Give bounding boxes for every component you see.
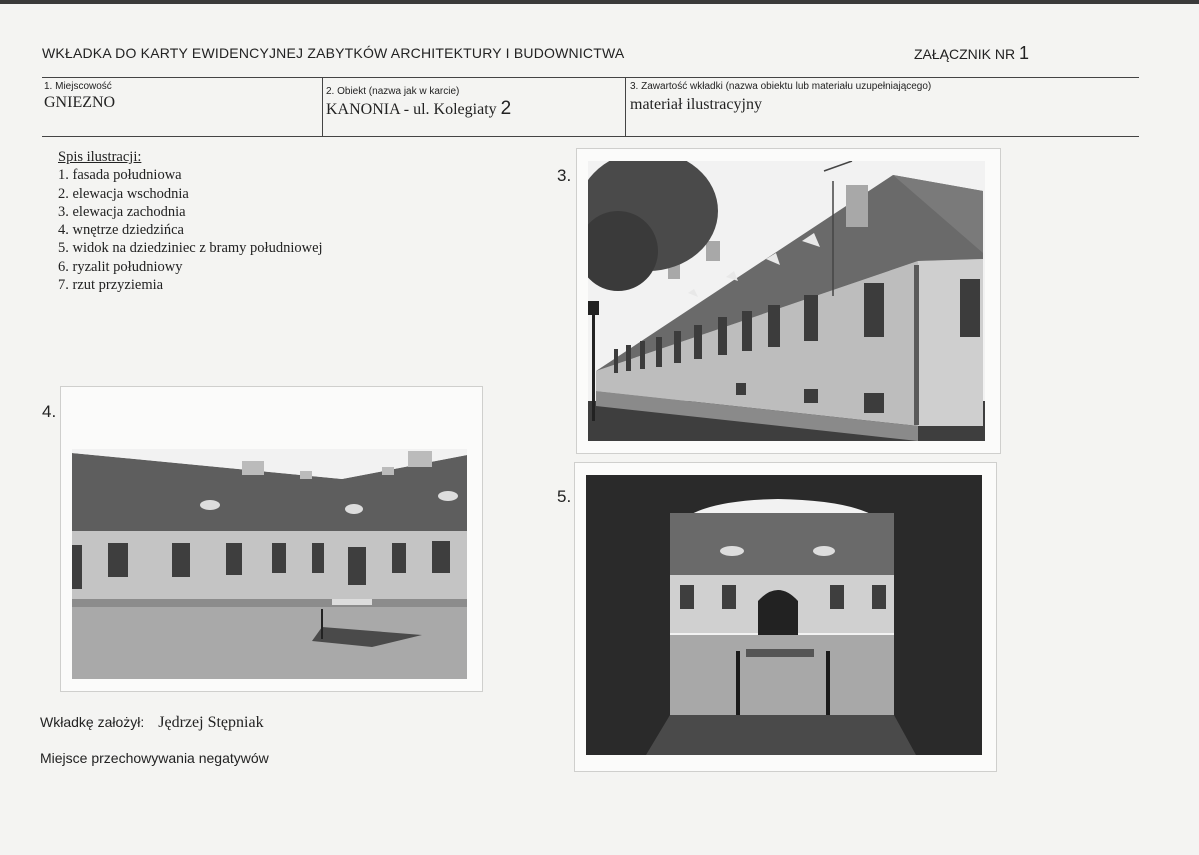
photo-3-number: 3. [557,166,572,185]
illustration-list [58,148,323,294]
form-top-rule [42,77,1139,78]
photo-5-number: 5. [557,487,572,506]
form-bottom-rule [42,136,1139,137]
object-name: KANONIA - ul. Kolegiaty [326,101,497,118]
list-item: 1. fasada południowa [58,167,182,184]
illustration-list-heading: Spis ilustracji: [58,149,142,165]
list-item: 2. elewacja wschodnia [58,185,189,202]
list-item: 6. ryzalit południowy [58,258,183,275]
annex-label-text: ZAŁĄCZNIK NR [914,46,1016,62]
locality-label: 1. Miejscowość [44,81,112,92]
document-title: WKŁADKA DO KARTY EWIDENCYJNEJ ZABYTKÓW ARCHITEKTURY I BUDOWNICTWA [42,45,625,61]
photo-5-frame [574,462,997,772]
list-item: 3. elewacja zachodnia [58,203,186,220]
photo-3-frame [576,148,1001,454]
list-item: 4. wnętrze dziedzińca [58,222,184,239]
photo-4-number: 4. [42,402,57,421]
form-divider-2 [625,77,626,137]
locality-value: GNIEZNO [44,94,116,111]
annex-number: 1 [1019,43,1030,63]
founder-line [40,714,264,732]
document-sheet [0,4,1199,855]
photo-3-image [588,161,985,441]
object-number: 2 [500,98,512,119]
founder-name: Jędrzej Stępniak [158,714,264,731]
list-item: 5. widok na dziedziniec z bramy południowej [58,240,323,257]
object-value [326,98,511,120]
photo-4-image [72,449,467,679]
founder-label: Wkładkę założył: [40,714,145,730]
form-divider-1 [322,77,323,137]
contents-value: materiał ilustracyjny [630,96,762,113]
photo-5-image [586,475,982,755]
list-item: 7. rzut przyziemia [58,277,164,294]
annex-label [914,43,1029,64]
negatives-storage-label: Miejsce przechowywania negatywów [40,750,269,766]
contents-label: 3. Zawartość wkładki (nazwa obiektu lub materiału uzupełniającego) [630,81,932,92]
photo-4-frame [60,386,483,692]
object-label: 2. Obiekt (nazwa jak w karcie) [326,86,460,97]
